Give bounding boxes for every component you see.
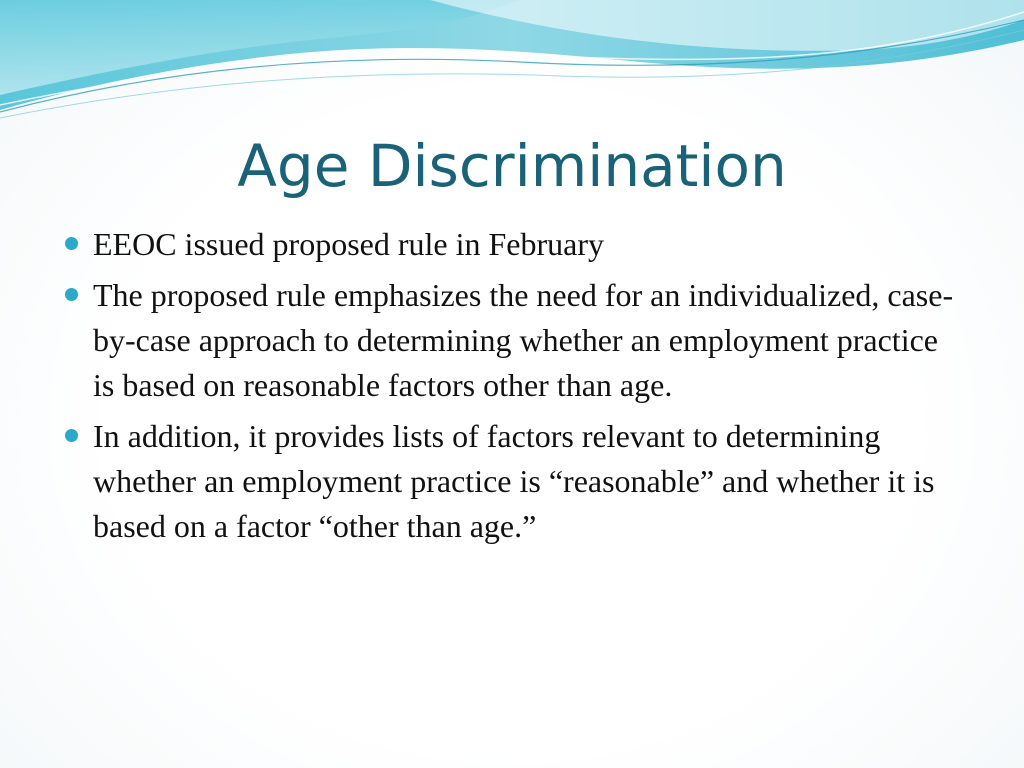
header-wave-decoration bbox=[0, 0, 1024, 130]
bullet-dot-icon bbox=[65, 288, 78, 301]
bullet-text: EEOC issued proposed rule in February bbox=[93, 226, 605, 262]
bullet-item bbox=[62, 414, 962, 549]
bullet-dot-icon bbox=[65, 237, 78, 250]
bullet-text: In addition, it provides lists of factors relevant to determining whether an employment practice is “reasonable” and whether it is based on a factor “other than age.” bbox=[93, 418, 935, 544]
bullet-item bbox=[62, 222, 962, 267]
slide-title: Age Discrimination bbox=[237, 132, 787, 200]
bullet-list bbox=[62, 222, 962, 555]
bullet-item bbox=[62, 273, 962, 408]
bullet-dot-icon bbox=[65, 429, 78, 442]
bullet-text: The proposed rule emphasizes the need for an individualized, case-by-case approach to determining whether an employment practice is based on reasonable factors other than age. bbox=[93, 277, 954, 403]
